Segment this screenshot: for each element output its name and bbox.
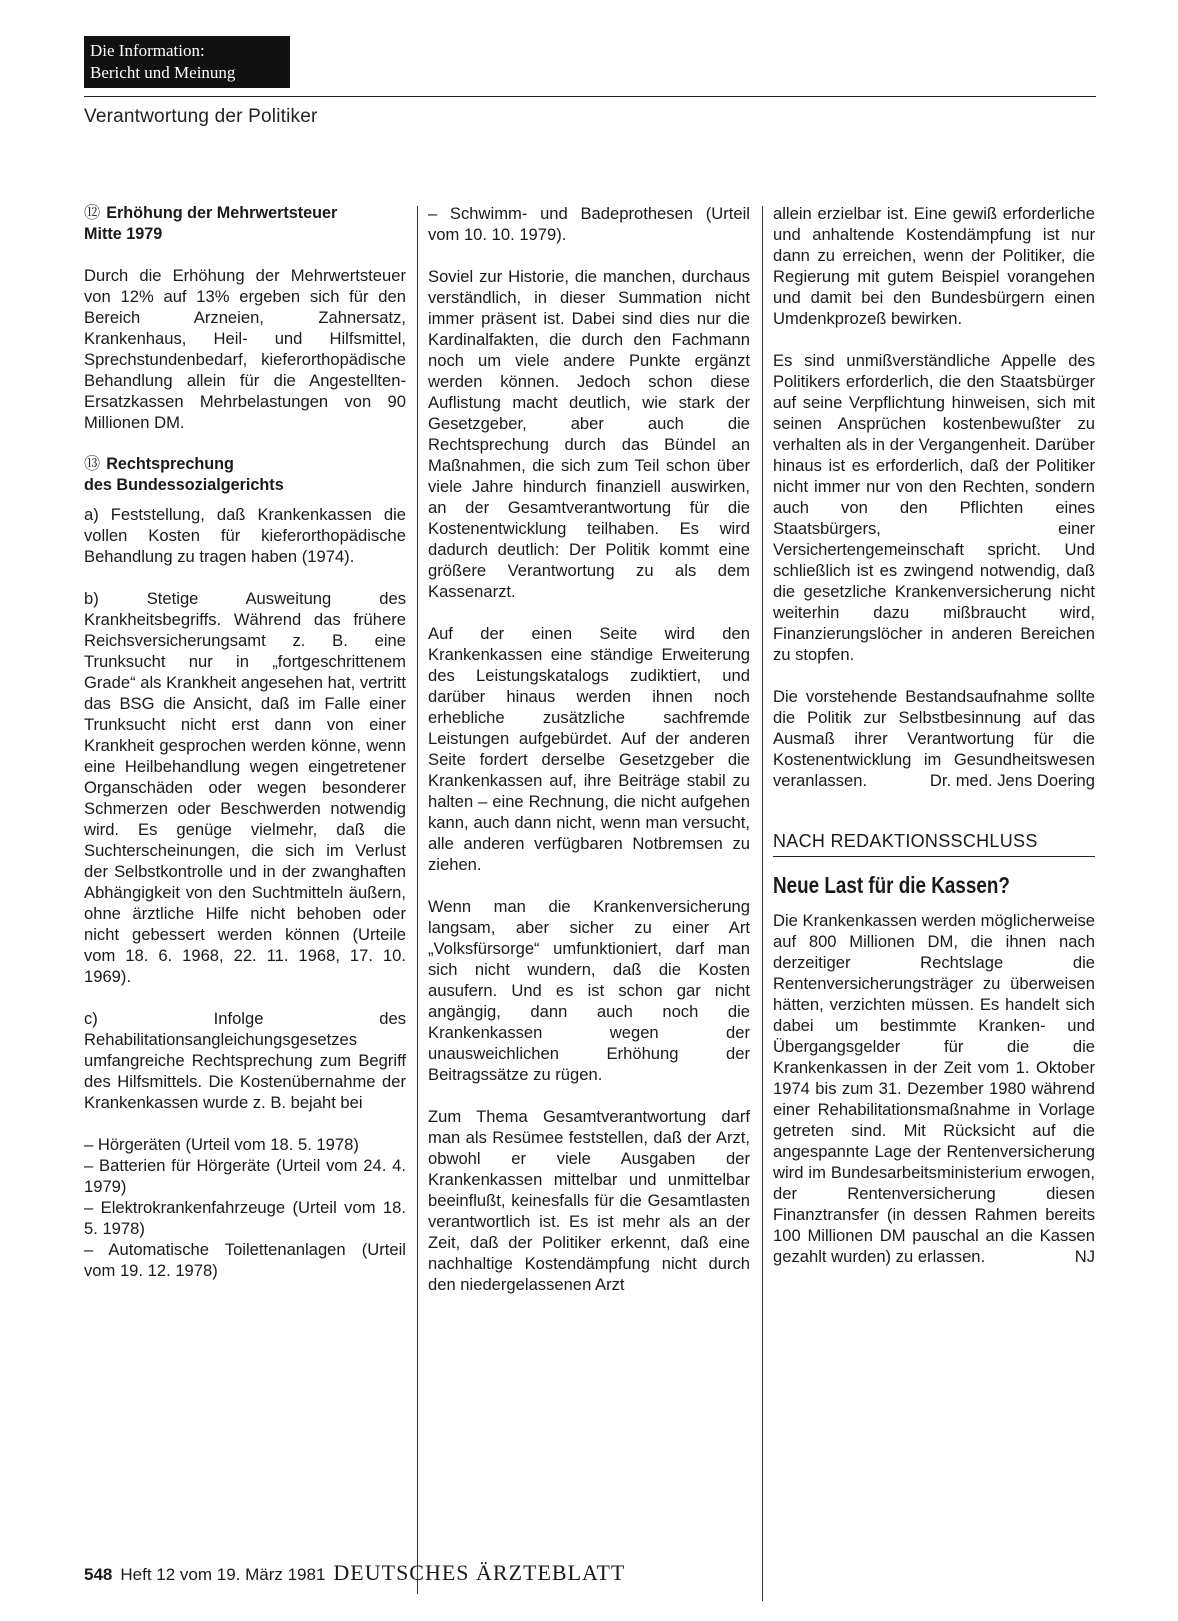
paragraph-c: c) Infolge des Rehabilitationsangleichungsgesetzes umfangreiche Rechtsprechung zum Begriff des Hilfsmittels. Die Kostenübernahme der Krankenkassen wurde z. B. bejaht bei <box>84 1009 406 1112</box>
paragraph-a: a) Feststellung, daß Krankenkassen die vollen Kosten für kieferorthopädische Behandlung zu tragen haben (1974). <box>84 505 406 566</box>
section-kicker <box>84 36 290 88</box>
late-news-label: NACH REDAKTIONSSCHLUSS <box>773 831 1095 857</box>
heading-12-line-1: Erhöhung der Mehrwertsteuer <box>106 204 338 222</box>
heading-number-12: ⑫ <box>84 204 101 222</box>
column-divider-2 <box>762 206 763 1601</box>
column-divider-1 <box>417 206 418 1594</box>
paragraph: Soviel zur Historie, die manchen, durchaus verständlich, in dieser Summation nicht immer präsent ist. Dabei sind dies nur die Kardinalfakten, die durch den Fachmann noch um viele andere Punkte ergänzt werden können. Jedoch schon diese Auflistung macht deutlich, wie stark der Gesetzgeber, aber auch die Rechtsprechung durch das Bündel an Maßnahmen, die sich zum Teil schon über viele Jahre hindurch finanziell auswirken, an der Gesamtverantwortung für die Kostenentwicklung teilhaben. Es wird dadurch deutlich: Der Politik kommt eine größere Verantwortung zu als dem Kassenarzt. <box>428 267 750 601</box>
list-item: – Elektrokrankenfahrzeuge (Urteil vom 18. 5. 1978) <box>84 1198 406 1238</box>
issue-info: Heft 12 vom 19. März 1981 <box>120 1565 326 1584</box>
heading-12-line-2: Mitte 1979 <box>84 225 163 243</box>
section-title: Verantwortung der Politiker <box>84 106 318 127</box>
heading-13-line-2: des Bundessozialgerichts <box>84 476 284 494</box>
journal-name: DEUTSCHES ÄRZTEBLATT <box>333 1560 626 1585</box>
heading-13-line-1: Rechtsprechung <box>106 455 234 473</box>
page-number: 548 <box>84 1565 113 1584</box>
list-item: – Automatische Toilettenanlagen (Urteil vom 19. 12. 1978) <box>84 1240 406 1280</box>
paragraph: Es sind unmißverständliche Appelle des Politikers erforderlich, die den Staatsbürger auf seine Verpflichtung hinweisen, sich mit seinen Ansprüchen kostenbewußter zu verhalten als in der Vergangenheit. Darüber hinaus ist es erforderlich, daß der Politiker nicht immer nur von den Rechten, sondern auch von den Pflichten eines Staatsbürgers, einer Versichertengemeinschaft spricht. Und schließlich ist es zwingend notwendig, daß die gesetzliche Krankenversicherung nicht weiterhin dazu mißbraucht wird, Finanzierungslöcher in anderen Bereichen zu stopfen. <box>773 351 1095 664</box>
paragraph-b: b) Stetige Ausweitung des Krankheitsbegriffs. Während das frühere Reichsversicherungsamt z. B. eine Trunksucht nur in „fortgeschrittenem Grade“ als Krankheit angesehen hat, vertritt das BSG die Ansicht, daß im Falle einer Trunksucht nicht erst dann von einer Krankheit gesprochen werden könne, wenn eine Heilbehandlung wegen eingetretener Organschäden oder wegen besonderer Schmerzen oder Beschwerden notwendig wird. Es genüge vielmehr, daß die Suchterscheinungen, die sich im Verlust der Selbstkontrolle und in der zwanghaften Abhängigkeit von den Suchtmitteln äußern, ohne ärztliche Hilfe nicht behoben oder nicht gebessert werden können (Urteile vom 18. 6. 1968, 22. 11. 1968, 17. 10. 1969). <box>84 589 406 986</box>
article-column-3 <box>773 203 1095 1267</box>
subheading-12 <box>84 203 406 245</box>
paragraph: Auf der einen Seite wird den Krankenkassen eine ständige Erweiterung des Leistungskatalogs zudiktiert, und darüber hinaus werden ihnen noch erhebliche zusätzliche sachfremde Leistungen aufgebürdet. Auf der anderen Seite fordert derselbe Gesetzgeber die Krankenkassen auf, ihre Beiträge stabil zu halten – eine Rechnung, die nicht aufgehen kann, auch dann nicht, wenn man versucht, alle anderen verfügbaren Notbremsen zu ziehen. <box>428 624 750 874</box>
list-item: – Batterien für Hörgeräte (Urteil vom 24. 4. 1979) <box>84 1156 406 1196</box>
paragraph: Zum Thema Gesamtverantwortung darf man als Resümee feststellen, daß der Arzt, obwohl er viele Ausgaben der Krankenkassen mittelbar und unmittelbar beeinflußt, keinesfalls für die Gesamtlasten verantwortlich ist. Es ist mehr als an der Zeit, daß der Politiker erkennt, daß eine nachhaltige Kostendämpfung nicht durch den niedergelassenen Arzt <box>428 1107 750 1294</box>
paragraph-text: Die vorstehende Bestandsaufnahme sollte die Politik zur Selbstbesinnung auf das Ausmaß ihrer Verantwortung für die Kostenentwicklung im Gesundheitswesen veranlassen. <box>773 687 1095 790</box>
kicker-line-1: Die Information: <box>90 41 205 60</box>
news-text: Die Krankenkassen werden möglicherweise auf 800 Millionen DM, die ihnen nach derzeitiger Rechtslage die Rentenversicherungsträger zu überweisen hätten, verzichten müssen. Es handelt sich dabei um bestimmte Kranken- und Übergangsgelder für die die Krankenkassen in der Zeit vom 1. Oktober 1974 bis zum 31. Dezember 1980 während einer Rehabilitationsmaßnahme in Vorlage getreten sind. Mit Rücksicht auf die angespannte Lage der Rentenversicherung wird im Bundesarbeitsministerium erwogen, der Rentenversicherung diesen Finanztransfer (in dessen Rahmen bereits 100 Millionen DM pauschal an die Kassen gezahlt wurden) zu erlassen. <box>773 911 1095 1266</box>
paragraph: Durch die Erhöhung der Mehrwertsteuer von 12% auf 13% ergeben sich für den Bereich Arzneien, Zahnersatz, Krankenhaus, Heil- und Hilfsmittel, Sprechstundenbedarf, kieferorthopädische Behandlung allein für die Angestellten-Ersatzkassen Mehrbelastungen von 90 Millionen DM. <box>84 266 406 432</box>
article-column-1 <box>84 203 406 1281</box>
news-paragraph <box>773 910 1095 1267</box>
article-column-2 <box>428 203 750 1295</box>
author-signature: Dr. med. Jens Doering <box>929 771 1095 790</box>
news-initials: NJ <box>1074 1247 1095 1266</box>
subheading-13 <box>84 454 406 496</box>
paragraph <box>773 686 1095 791</box>
list-item: – Hörgeräten (Urteil vom 18. 5. 1978) <box>84 1135 359 1154</box>
header-rule <box>84 96 1096 97</box>
page-footer <box>84 1560 625 1586</box>
paragraph: Wenn man die Krankenversicherung langsam, aber sicher zu einer Art „Volksfürsorge“ umfunktioniert, darf man sich nicht wundern, daß die Kosten ausufern. Und es ist schon gar nicht angängig, dann auch noch die Krankenkassen wegen der unausweichlichen Erhöhung der Beitragssätze zu rügen. <box>428 897 750 1084</box>
kicker-line-2: Bericht und Meinung <box>90 63 236 82</box>
paragraph: allein erzielbar ist. Eine gewiß erforderliche und anhaltende Kostendämpfung ist nur dann zu erreichen, wenn der Politiker, die Regierung mit gutem Beispiel vorangehen und damit bei den Bundesbürgern einen Umdenkprozeß bewirken. <box>773 204 1095 328</box>
list-item: – Schwimm- und Badeprothesen (Urteil vom 10. 10. 1979). <box>428 204 750 244</box>
news-headline: Neue Last für die Kassen? <box>773 872 1010 898</box>
heading-number-13: ⑬ <box>84 455 101 473</box>
